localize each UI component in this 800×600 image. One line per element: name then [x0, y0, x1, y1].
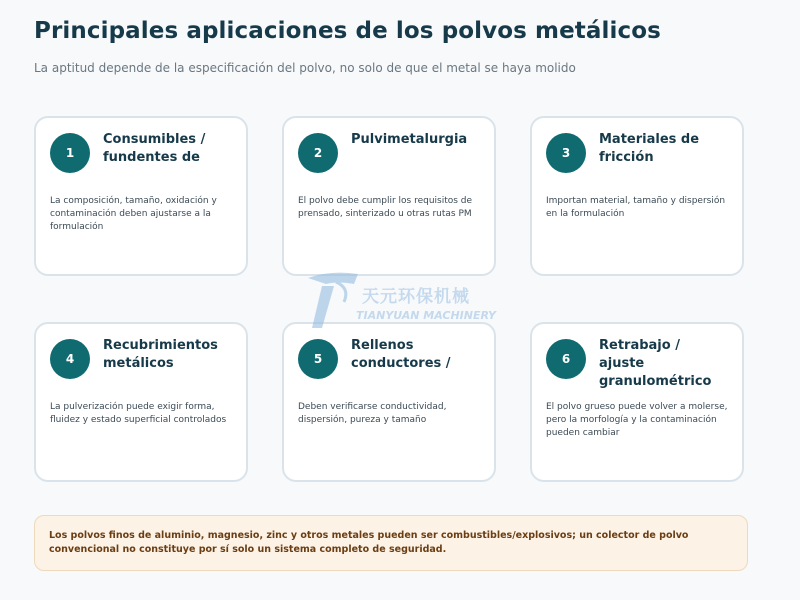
card-number-badge: 6: [546, 339, 586, 379]
card-number-badge: 5: [298, 339, 338, 379]
application-card-4: [34, 322, 248, 482]
watermark-text-en: TIANYUAN MACHINERY: [356, 309, 496, 322]
card-number-badge: 4: [50, 339, 90, 379]
safety-warning: Los polvos finos de aluminio, magnesio, zinc y otros metales pueden ser combustibles/explosivos; un colector de polvo convencional no constituye por sí solo un sistema completo de seguridad.: [34, 515, 748, 571]
page-subtitle: La aptitud depende de la especificación del polvo, no solo de que el metal se haya molido: [34, 61, 576, 75]
application-card-3: [530, 116, 744, 276]
card-description: El polvo grueso puede volver a molerse, pero la morfología y la contaminación pueden cambiar: [546, 402, 728, 438]
application-card-2: [282, 116, 496, 276]
application-card-6: [530, 322, 744, 482]
application-card-5: [282, 322, 496, 482]
card-title: Recubrimientos metálicos: [103, 338, 218, 371]
card-description: Deben verificarse conductividad, dispersión, pureza y tamaño: [298, 402, 447, 425]
card-description: Importan material, tamaño y dispersión en la formulación: [546, 196, 726, 219]
card-title: Rellenos conductores /: [351, 338, 451, 371]
application-card-1: [34, 116, 248, 276]
watermark-text-cn: 天元环保机械: [362, 287, 470, 307]
card-title: Pulvimetalurgia: [351, 132, 468, 147]
card-number-badge: 2: [298, 133, 338, 173]
page-title: Principales aplicaciones de los polvos metálicos: [34, 18, 661, 44]
card-title: Retrabajo / ajuste granulométrico: [599, 338, 712, 389]
card-number-badge: 3: [546, 133, 586, 173]
card-title: Materiales de fricción: [599, 132, 700, 165]
card-title: Consumibles / fundentes de: [103, 132, 206, 165]
card-description: La composición, tamaño, oxidación y contaminación deben ajustarse a la formulación: [50, 196, 217, 232]
card-description: La pulverización puede exigir forma, fluidez y estado superficial controlados: [50, 402, 227, 425]
card-number-badge: 1: [50, 133, 90, 173]
card-description: El polvo debe cumplir los requisitos de prensado, sinterizado u otras rutas PM: [298, 196, 473, 219]
